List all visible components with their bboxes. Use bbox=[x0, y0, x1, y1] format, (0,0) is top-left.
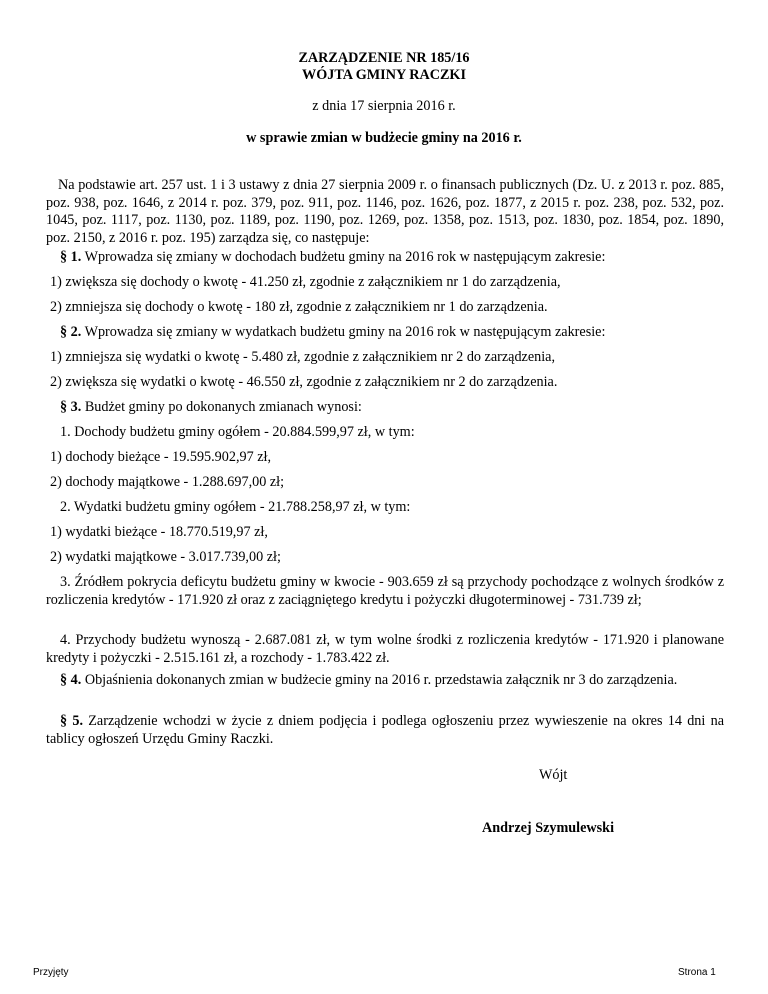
footer-status: Przyjęty bbox=[33, 967, 69, 978]
document-subject: w sprawie zmian w budżecie gminy na 2016 r. bbox=[246, 130, 522, 146]
section-1-text: Wprowadza się zmiany w dochodach budżetu gminy na 2016 rok w następującym zakresie: bbox=[81, 249, 606, 265]
section-4-text: Objaśnienia dokonanych zmian w budżecie gminy na 2016 r. przedstawia załącznik nr 3 do zarządzenia. bbox=[81, 672, 678, 688]
section-3-point-1b: 2) dochody majątkowe - 1.288.697,00 zł; bbox=[50, 474, 285, 490]
section-3-point-3: 3. Źródłem pokrycia deficytu budżetu gminy w kwocie - 903.659 zł są przychody pochodzące z wolnych środków z rozliczenia kredytów - 171.920 zł oraz z zaciągniętego kredytu i pożyczki długoterminowej - 731.739 zł; bbox=[46, 574, 724, 608]
signature-role: Wójt bbox=[539, 767, 568, 783]
section-1-heading bbox=[60, 249, 605, 266]
section-3-point-2: 2. Wydatki budżetu gminy ogółem - 21.788.258,97 zł, w tym: bbox=[60, 499, 411, 515]
footer-page-number: Strona 1 bbox=[678, 967, 716, 978]
section-1-item-2: 2) zmniejsza się dochody o kwotę - 180 zł, zgodnie z załącznikiem nr 1 do zarządzenia. bbox=[50, 299, 548, 315]
section-3-point-4: 4. Przychody budżetu wynoszą - 2.687.081 zł, w tym wolne środki z rozliczenia kredytów - 171.920 i planowane kredyty i pożyczki - 2.515.161 zł, a rozchody - 1.783.422 zł. bbox=[46, 632, 724, 666]
section-3-text: Budżet gminy po dokonanych zmianach wynosi: bbox=[81, 399, 362, 415]
section-1-item-1: 1) zwiększa się dochody o kwotę - 41.250 zł, zgodnie z załącznikiem nr 1 do zarządzenia, bbox=[50, 274, 561, 290]
section-2-item-1: 1) zmniejsza się wydatki o kwotę - 5.480 zł, zgodnie z załącznikiem nr 2 do zarządzenia, bbox=[50, 349, 556, 365]
section-1-mark: § 1. bbox=[60, 249, 82, 265]
section-2-item-2: 2) zwiększa się wydatki o kwotę - 46.550 zł, zgodnie z załącznikiem nr 2 do zarządzenia. bbox=[50, 374, 558, 390]
section-4-mark: § 4. bbox=[60, 672, 82, 688]
section-3-mark: § 3. bbox=[60, 399, 82, 415]
section-3-point-1: 1. Dochody budżetu gminy ogółem - 20.884.599,97 zł, w tym: bbox=[60, 424, 415, 440]
section-5 bbox=[46, 713, 724, 748]
preamble: Na podstawie art. 257 ust. 1 i 3 ustawy z dnia 27 sierpnia 2009 r. o finansach publicznych (Dz. U. z 2013 r. poz. 885, poz. 938, poz. 1646, z 2014 r. poz. 379, poz. 911, poz. 1146, poz. 1626, poz. 1877, z 2015 r. poz. 238, poz. 532, poz. 1045, poz. 1117, poz. 1130, poz. 1189, poz. 1190, poz. 1269, poz. 1358, poz. 1513, poz. 1830, poz. 1854, poz. 1890, poz. 2150, z 2016 r. poz. 195) zarządza się, co następuje: bbox=[46, 177, 724, 246]
title-line-1: ZARZĄDZENIE NR 185/16 bbox=[298, 50, 470, 66]
section-2-text: Wprowadza się zmiany w wydatkach budżetu gminy na 2016 rok w następującym zakresie: bbox=[81, 324, 606, 340]
section-3-point-1a: 1) dochody bieżące - 19.595.902,97 zł, bbox=[50, 449, 272, 465]
section-2-mark: § 2. bbox=[60, 324, 82, 340]
title-line-2: WÓJTA GMINY RACZKI bbox=[302, 67, 466, 83]
signature-name: Andrzej Szymulewski bbox=[482, 820, 615, 836]
section-2-heading bbox=[60, 324, 605, 341]
section-3-heading bbox=[60, 399, 362, 416]
section-4 bbox=[46, 672, 724, 690]
section-5-mark: § 5. bbox=[60, 713, 83, 729]
section-3-point-2a: 1) wydatki bieżące - 18.770.519,97 zł, bbox=[50, 524, 268, 540]
document-date: z dnia 17 sierpnia 2016 r. bbox=[312, 98, 456, 114]
section-3-point-2b: 2) wydatki majątkowe - 3.017.739,00 zł; bbox=[50, 549, 281, 565]
section-5-text: Zarządzenie wchodzi w życie z dniem podjęcia i podlega ogłoszeniu przez wywieszenie na okres 14 dni na tablicy ogłoszeń Urzędu Gminy Raczki. bbox=[46, 713, 724, 747]
